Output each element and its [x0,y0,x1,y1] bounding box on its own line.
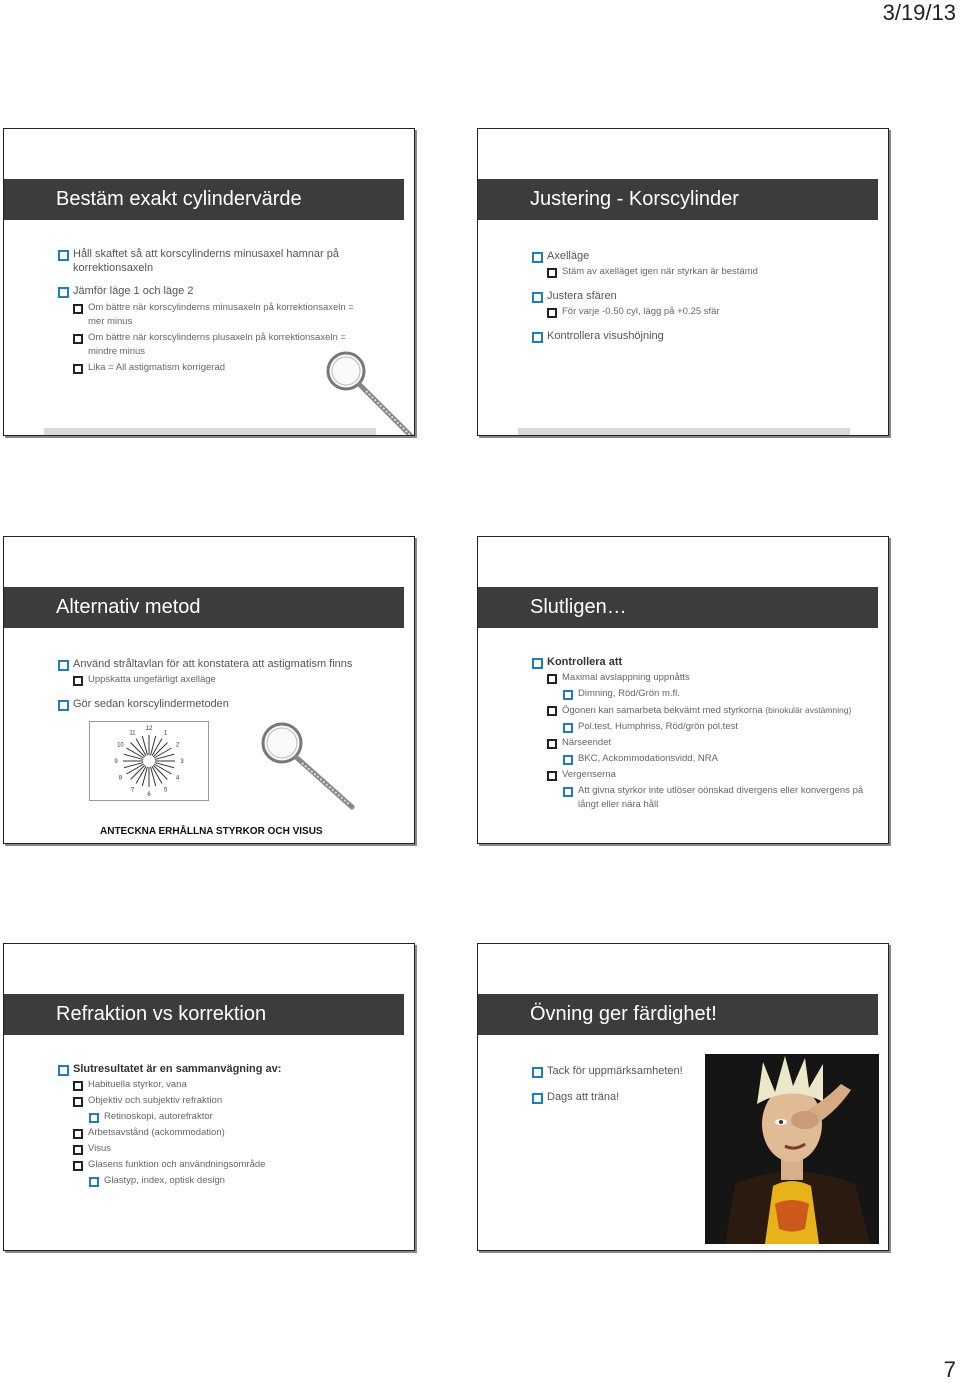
bullet-text: Ögonen kan samarbeta bekvämt med styrkorna [562,705,763,716]
sub-bullet: Uppskatta ungefärligt axelläge [73,673,394,687]
slide-title: Slutligen… [530,596,627,618]
bullet: Justera sfären [532,289,868,303]
sub-bullet: Objektiv och subjektiv refraktion [73,1094,394,1108]
slide-title: Justering - Korscylinder [530,188,739,210]
dial-number: 2 [175,742,180,749]
sub-bullet: Lika = All astigmatism korrigerad [73,361,394,375]
page-date: 3/19/13 [882,0,956,25]
slide-2 [477,128,889,436]
slide-title-bar [4,587,404,628]
bullet-suffix: (binokulär avstämning) [765,705,852,715]
sub-bullet: Glasens funktion och användningsområde [73,1158,394,1172]
slide-note: ANTECKNA ERHÅLLNA STYRKOR OCH VISUS [100,826,323,837]
slide-content [58,1062,394,1190]
slide-footer-bar [518,428,850,435]
sub-bullet: För varje -0.50 cyl, lägg på +0.25 sfär [547,305,868,319]
sub-bullet: Arbetsavstånd (ackommodation) [73,1126,394,1140]
bullet: Gör sedan korscylindermetoden [58,697,394,711]
slide-content [532,655,864,814]
slide-title: Refraktion vs korrektion [56,1003,267,1025]
dial-number: 9 [114,759,118,765]
slide-5 [3,943,415,1251]
slide-6 [477,943,889,1251]
dial-number: 10 [117,742,124,749]
dial-number: 1 [163,730,168,737]
sub-sub-bullet: Glastyp, index, optisk design [89,1174,394,1188]
sub-bullet: Vergenserna [547,768,864,782]
slide-title-bar [4,179,404,220]
bullet: Slutresultatet är en sammanvägning av: [58,1062,394,1076]
dial-number: 12 [145,726,153,732]
sub-bullet: Habituella styrkor, vana [73,1078,394,1092]
bullet: Dags att träna! [532,1090,702,1104]
sub-bullet: Visus [73,1142,394,1156]
bullet: Håll skaftet så att korscylinderns minusaxel hamnar på korrektionsaxeln [58,247,394,275]
dial-number: 7 [130,787,135,794]
slide-title-bar [478,994,878,1035]
slide-title: Bestäm exakt cylindervärde [56,188,302,210]
bullet: Jämför läge 1 och läge 2 [58,284,394,298]
dial-number: 3 [180,759,184,765]
page-number: 7 [943,1357,956,1382]
bullet: Kontrollera visushöjning [532,329,868,343]
magnifying-glass-icon [326,351,415,436]
dial-number: 5 [163,787,168,794]
sub-sub-bullet: BKC, Ackommodationsvidd, NRA [563,752,864,766]
slide-content [58,657,394,721]
cartoon-character-image [705,1054,879,1244]
bullet: Axelläge [532,249,868,263]
slide-title: Övning ger färdighet! [530,1003,717,1025]
dial-number: 11 [129,730,136,737]
sub-bullet: Om bättre när korscylinderns minusaxeln på korrektionsaxeln = mer minus [73,301,363,329]
bullet: Använd stråltavlan för att konstatera att astigmatism finns [58,657,394,671]
sub-bullet: Maximal avslappning uppnåtts [547,671,864,685]
sub-bullet: Stäm av axelläget igen när styrkan är bestämd [547,265,868,279]
bullet: Tack för uppmärksamheten! [532,1064,702,1078]
slide-title-bar [478,179,878,220]
slide-3 [3,536,415,844]
slide-title-bar [478,587,878,628]
slide-title-bar [4,994,404,1035]
sub-bullet: Om bättre när korscylinderns plusaxeln på korrektionsaxeln = mindre minus [73,331,363,359]
bullet: Kontrollera att [532,655,864,669]
sub-sub-bullet: Dimning, Röd/Grön m.fl. [563,687,864,701]
slide-content [532,249,868,353]
slide-title: Alternativ metod [56,596,201,618]
slide-4 [477,536,889,844]
dial-number: 8 [118,775,123,782]
sub-sub-bullet: Att givna styrkor inte utlöser oönskad divergens eller konvergens på långt eller nära håll [563,784,864,812]
magnifying-glass-icon [260,721,360,811]
sub-bullet [547,703,864,718]
dial-number: 4 [175,775,180,782]
sub-sub-bullet: Retinoskopi, autorefraktor [89,1110,394,1124]
slide-1 [3,128,415,436]
astigmatism-dial-chart [89,721,209,801]
slide-footer-bar [44,428,376,435]
slide-content [532,1064,702,1114]
sub-sub-bullet: Pol.test, Humphriss, Röd/grön pol.test [563,720,864,734]
sub-bullet: Närseendet [547,736,864,750]
dial-number: 6 [147,792,151,798]
